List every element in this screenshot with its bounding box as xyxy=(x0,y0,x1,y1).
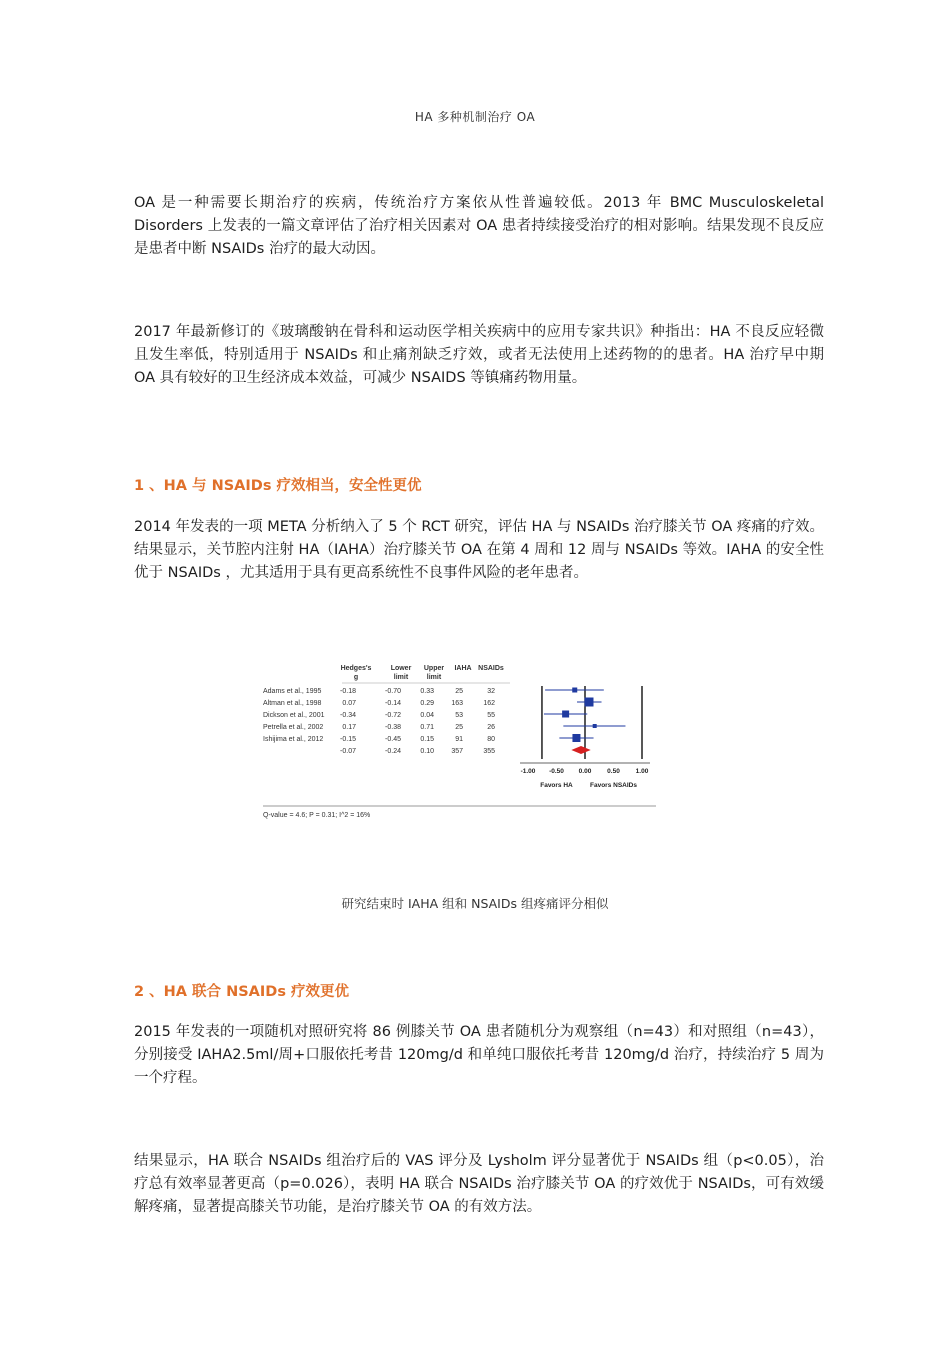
forest-study-label: Petrella et al., 2002 xyxy=(263,724,324,731)
forest-table-cell: 0.17 xyxy=(342,724,356,731)
forest-pooled-cell: -0.24 xyxy=(385,748,401,755)
forest-study-label: Ishijima et al., 2012 xyxy=(263,736,324,743)
paragraph-rct: 2015 年发表的一项随机对照研究将 86 例膝关节 OA 患者随机分为观察组（n=43）和对照组（n=43），分别接受 IAHA2.5ml/周+口服依托考昔 120mg/d 和单纯口服依托考昔 120mg/d 治疗，持续治疗 5 周为一个疗程。 xyxy=(134,1024,824,1086)
forest-pooled-cell: -0.07 xyxy=(340,748,356,755)
forest-pooled-cell: 357 xyxy=(451,748,463,755)
forest-table-cell: 26 xyxy=(487,724,495,731)
paragraph-meta-analysis: 2014 年发表的一项 META 分析纳入了 5 个 RCT 研究，评估 HA 与 NSAIDs 治疗膝关节 OA 疼痛的疗效。结果显示，关节腔内注射 HA（IAHA）治疗膝关节 OA 在第 4 周和 12 周与 NSAIDs 等效。IAHA 的安全性优于 NSAIDs ，尤其适用于具有更高系统性不良事件风险的老年患者。 xyxy=(134,519,824,581)
forest-header: limit xyxy=(393,674,409,681)
forest-header: NSAIDs xyxy=(478,665,504,672)
forest-table-cell: -0.15 xyxy=(340,736,356,743)
forest-table-cell: -0.72 xyxy=(385,712,401,719)
forest-table-cell: 0.07 xyxy=(342,700,356,707)
forest-table-cell: 0.04 xyxy=(420,712,434,719)
forest-header: limit xyxy=(426,674,442,681)
forest-plot-figure xyxy=(258,660,658,822)
section-heading-2: 2 、HA 联合 NSAIDs 疗效更优 xyxy=(134,984,350,1000)
forest-point xyxy=(572,688,577,693)
forest-study-label: Adams et al., 1995 xyxy=(263,688,322,695)
forest-point xyxy=(562,711,569,718)
forest-table-cell: 32 xyxy=(487,688,495,695)
forest-table-cell: 0.71 xyxy=(420,724,434,731)
forest-pooled-diamond xyxy=(571,746,590,754)
section-heading-1: 1 、HA 与 NSAIDs 疗效相当，安全性更优 xyxy=(134,478,422,494)
forest-table-cell: 55 xyxy=(487,712,495,719)
forest-table-cell: -0.34 xyxy=(340,712,356,719)
figure-caption: 研究结束时 IAHA 组和 NSAIDs 组疼痛评分相似 xyxy=(341,896,609,911)
paragraph-results: 结果显示，HA 联合 NSAIDs 组治疗后的 VAS 评分及 Lysholm 评分显著优于 NSAIDs 组（p<0.05），治疗总有效率显著更高（p=0.026），表明 HA 联合 NSAIDs 治疗膝关节 OA 的疗效优于 NSAIDs，可有效缓解疼痛，显著提高膝关节功能，是治疗膝关节 OA 的有效方法。 xyxy=(134,1153,824,1215)
forest-table-cell: 25 xyxy=(455,688,463,695)
forest-table-cell: 91 xyxy=(455,736,463,743)
forest-point xyxy=(572,734,580,742)
forest-header: Upper xyxy=(423,665,445,672)
forest-table-cell: 0.29 xyxy=(420,700,434,707)
forest-x-tick: 0.00 xyxy=(578,768,592,775)
forest-table-cell: -0.38 xyxy=(385,724,401,731)
forest-x-tick: 0.50 xyxy=(607,768,620,775)
forest-table-cell: 53 xyxy=(455,712,463,719)
paragraph-consensus: 2017 年最新修订的《玻璃酸钠在骨科和运动医学相关疾病中的应用专家共识》种指出：HA 不良反应轻微且发生率低，特别适用于 NSAIDs 和止痛剂缺乏疗效，或者无法使用上述药物的的患者。HA 治疗早中期 OA 具有较好的卫生经济成本效益，可减少 NSAIDS 等镇痛药物用量。 xyxy=(134,324,824,386)
forest-table-cell: 0.33 xyxy=(420,688,434,695)
forest-table-cell: 25 xyxy=(455,724,463,731)
forest-header: IAHA xyxy=(454,665,472,672)
forest-point xyxy=(593,724,597,728)
forest-table-cell: 163 xyxy=(451,700,463,707)
forest-header: g xyxy=(353,674,359,681)
forest-plot xyxy=(258,660,658,822)
forest-pooled-cell: 0.10 xyxy=(420,748,434,755)
forest-study-label: Dickson et al., 2001 xyxy=(263,712,325,719)
forest-table-cell: -0.70 xyxy=(385,688,401,695)
forest-header: Hedges's xyxy=(340,665,372,672)
forest-x-tick: -1.00 xyxy=(520,768,536,775)
forest-x-tick: 1.00 xyxy=(635,768,649,775)
forest-favors-right: Favors NSAIDs xyxy=(590,782,637,789)
document-title: HA 多种机制治疗 OA xyxy=(414,110,536,124)
forest-table-cell: 0.15 xyxy=(420,736,434,743)
forest-pooled-cell: 355 xyxy=(483,748,495,755)
forest-table-cell: -0.14 xyxy=(385,700,401,707)
forest-table-cell: -0.18 xyxy=(340,688,356,695)
forest-study-label: Altman et al., 1998 xyxy=(263,700,322,707)
forest-table-cell: -0.45 xyxy=(385,736,401,743)
forest-footer-stats: Q-value = 4.6; P = 0.31; I^2 = 16% xyxy=(263,812,371,819)
forest-header: Lower xyxy=(390,665,412,672)
forest-favors-left: Favors HA xyxy=(540,782,573,789)
forest-table-cell: 162 xyxy=(483,700,495,707)
forest-table-cell: 80 xyxy=(487,736,495,743)
paragraph-intro: OA 是一种需要长期治疗的疾病，传统治疗方案依从性普遍较低。2013 年 BMC Musculoskeletal Disorders 上发表的一篇文章评估了治疗相关因素对 OA 患者持续接受治疗的相对影响。结果发现不良反应是患者中断 NSAIDs 治疗的最大动因。 xyxy=(134,195,824,257)
forest-point xyxy=(584,698,593,707)
forest-x-tick: -0.50 xyxy=(549,768,564,775)
